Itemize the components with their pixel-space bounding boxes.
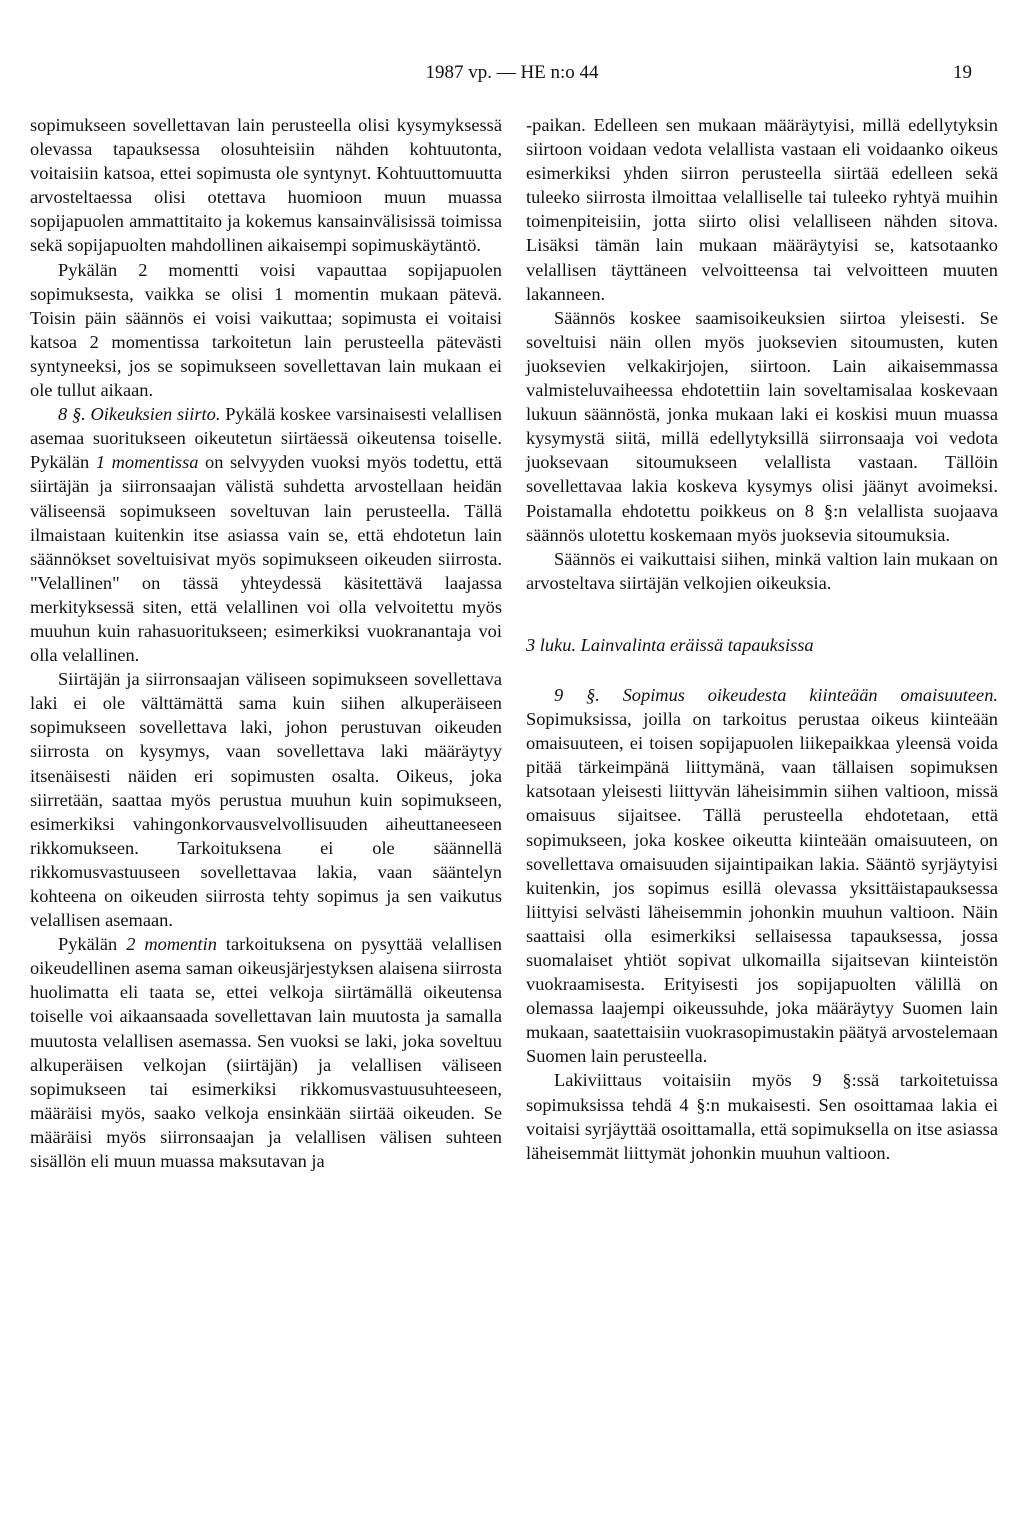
page-number: 19 [953, 62, 972, 83]
paragraph: Siirtäjän ja siirronsaajan väliseen sopimukseen sovellettava laki ei ole välttämättä sama kuin siihen alkuperäiseen sopimukseen sovellettava laki, johon perustuvan oikeuden siirrosta on kysymys, vaan sovellettava laki määräytyy itsenäisesti näiden eri sopimusten osalta. Oikeus, joka siirretään, saattaa myös perustua muuhun kuin sopimukseen, esimerkiksi vahingonkorvausvelvollisuuden aiheuttaneeseen rikkomukseen. Tarkoituksena ei ole säännellä rikkomusvastuuseen sovellettavaa lakia, vaan sääntelyn kohteena on oikeuden siirrosta tehty sopimus ja sen vaikutus velallisen asemaan. [30, 669, 502, 931]
emphasis: 2 momentin [126, 934, 217, 955]
section-number: 8 §. [58, 404, 86, 425]
paragraph: -paikan. Edelleen sen mukaan määräytyisi, millä edellytyksin siirtoon voidaan vedota velallista vastaan eli voidaanko oikeus esimerkiksi yhden siirron perusteella siirtää edelleen sekä tuleeko siirrosta ilmoittaa velalliselle tai tuleeko ryhtyä muihin toimenpiteisiin, jotta siirto olisi velalliseen nähden sitova. Lisäksi tämän lain mukaan määräytyisi se, katsotaanko velallisen täyttäneen velvoitteensa tai velvoitteen muuten lakanneen. [526, 115, 998, 304]
left-column [30, 113, 502, 1173]
text-run: Sopimuksissa, joilla on tarkoitus perustaa oikeus kiinteään omaisuuteen, ei toisen sopijapuolen liikepaikkaa yleensä voida pitää tärkeimpänä liittymänä, vaan tällaisen sopimuksen katsotaan yleisesti liittyvän läheisimmin siihen valtioon, missä omaisuus sijaitsee. Tällä perusteella ehdotetaan, että sopimukseen, joka koskee oikeutta kiinteään omaisuuteen, on sovellettava omaisuuden sijaintipaikan lakia. Sääntö syrjäytyisi kuitenkin, jos sopimus esillä olevassa yksittäistapauksessa liittyisi selvästi läheisemmin johonkin muuhun valtioon. Näin saattaisi olla esimerkiksi sellaisessa tapauksessa, jossa suomalaiset yhtiöt sopivat ulkomailla sijaitsevan kiinteistön vuokraamisesta. Erityisesti jos sopijapuolten välillä on olemassa laajempi oikeussuhde, joka määräytyy Suomen lain mukaan, saatettaisiin vuokrasopimustakin päätyä arvostelemaan Suomen lain perusteella. [526, 709, 998, 1067]
paragraph: Pykälän 2 momentti voisi vapauttaa sopijapuolen sopimuksesta, vaikka se olisi 1 momentin mukaan pätevä. Toisin päin säännös ei voisi vaikuttaa; sopimusta ei voitaisi katsoa 2 momentissa tarkoitetun lain perusteella pätevästi syntyneeksi, jos se sopimukseen sovellettavan lain mukaan ei ole tullut aikaan. [30, 259, 502, 401]
section-title: Oikeuksien siirto. [90, 404, 221, 425]
page-header [0, 62, 1024, 92]
paragraph [30, 932, 502, 1173]
text-run: Pykälä koskee varsinaisesti velallisen asemaa suoritukseen oikeutetun siirtäessä oikeutensa toiselle. Pykälän [30, 404, 502, 473]
section-number: 9 §. [554, 684, 600, 705]
paragraph: Säännös ei vaikuttaisi siihen, minkä valtion lain mukaan on arvosteltava siirtäjän velkojien oikeuksia. [526, 548, 998, 593]
text-run: tarkoituksena on pysyttää velallisen oikeudellinen asema saman oikeusjärjestyksen alaisena siirrosta huolimatta eli taata se, ettei velkoja siirtämällä oikeutensa toiselle voi aikaansaada sovellettavan lain muutosta ja samalla muutosta velallisen asemassa. Sen vuoksi se laki, joka soveltuu alkuperäisen velkojan (siirtäjän) ja velallisen väliseen sopimukseen tai esimerkiksi rikkomusvastuusuhteeseen, määräisi myös, saako velkoja ensinkään siirtää oikeuden. Se määräisi myös siirronsaajan ja velallisen välisen suhteen sisällön eli muun muassa maksutavan ja [30, 934, 502, 1172]
section-8-paragraph [30, 402, 502, 667]
text-run: Pykälän [58, 934, 127, 955]
chapter-heading: 3 luku. Lainvalinta eräissä tapauksissa [526, 634, 814, 655]
section-9-paragraph [526, 683, 998, 1069]
running-head: 1987 vp. — HE n:o 44 [425, 62, 599, 83]
paragraph: Säännös koskee saamisoikeuksien siirtoa yleisesti. Se soveltuisi näin ollen myös juoksevien sitoumusten, kuten juoksevien velkakirjojen, siirtoon. Lain aikaisemmassa valmisteluvaiheessa ehdotettiin lain soveltamisalaa koskevaan lukuun säännöstä, jonka mukaan laki ei koskisi muun muassa kysymystä siitä, millä edellytyksillä siirronsaaja voi vedota juoksevaan sitoumukseen velallista vastaan. Tällöin sovellettavaa lakia koskeva kysymys olisi jäänyt avoimeksi. Poistamalla ehdotettu poikkeus on 8 §:n velallista suojaava säännös ulotettu koskemaan myös juoksevia sitoumuksia. [526, 307, 998, 545]
text-run: on selvyyden vuoksi myös todettu, että siirtäjän ja siirronsaajan välistä suhdetta arvostellaan heidän väliseensä sopimukseen soveltuvan lain perusteella. Tällä ilmaistaan kuitenkin itse asiassa vain se, että ehdotetun lain säännökset soveltuisivat myös sopimukseen oikeuden siirrosta. "Velallinen" on tässä yhteydessä käsitettävä laajassa merkityksessä siten, että velallinen voi olla velvoitettu myös muuhun kuin rahasuoritukseen; esimerkiksi vuokranantaja voi olla velallinen. [30, 452, 502, 666]
paragraph: Lakiviittaus voitaisiin myös 9 §:ssä tarkoitetuissa sopimuksissa tehdä 4 §:n mukaisesti. Sen osoittamaa lakia ei voitaisi syrjäyttää osoittamalla, että sopimuksella on itse asiassa läheisemmät liittymät johonkin muuhun valtioon. [526, 1070, 998, 1163]
paragraph: sopimukseen sovellettavan lain perusteella olisi kysymyksessä olevassa tapauksessa olosuhteisiin nähden kohtuutonta, voitaisiin katsoa, ettei sopimusta ole syntynyt. Kohtuuttomuutta arvosteltaessa olisi otettava huomioon muun muassa sopijapuolen ammattitaito ja kokemus kansainvälisissä toimissa sekä sopijapuolten mahdollinen aikaisempi sopimuskäytäntö. [30, 115, 502, 256]
section-title: Sopimus oikeudesta kiinteään omaisuuteen. [622, 684, 998, 705]
emphasis: 1 momentissa [95, 452, 199, 473]
right-column [526, 113, 998, 1165]
